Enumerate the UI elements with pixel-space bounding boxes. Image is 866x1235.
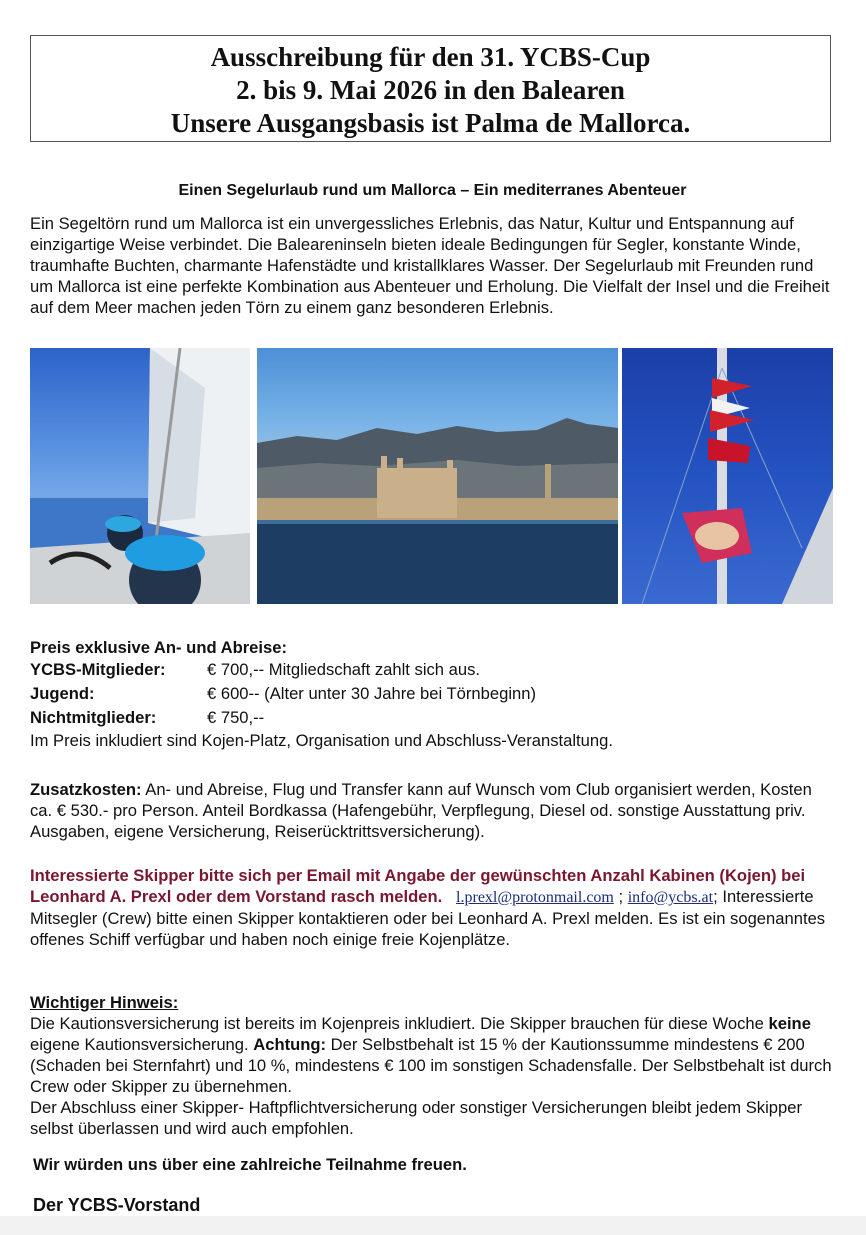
price-value: € 750,-- [207,708,265,727]
price-heading: Preis exklusive An- und Abreise: [30,638,287,657]
price-label: YCBS-Mitglieder: [30,660,166,679]
closing-line: Wir würden uns über eine zahlreiche Teilnahme freuen. [33,1155,467,1174]
price-row-nonmembers [30,706,836,730]
sailboat-illustration [30,348,250,604]
notice-emphasis: Achtung: [253,1035,327,1054]
photo-mast-flags [622,348,833,604]
notice-text-part: Der Selbstbehalt ist 15 % der Kautionssumme mindestens € 200 (Schaden bei Sternfahrt) und 10 %, mindestens € 100 im sonstigen Schadensfalle. Der Selbstbehalt ist durch Crew oder Skipper zu übernehmen. [30,1035,832,1096]
signature: Der YCBS-Vorstand [33,1195,201,1215]
notice-section [30,992,836,1139]
email-link-info[interactable]: info@ycbs.at [627,889,714,906]
price-row-members [30,658,836,682]
notice-liability: Der Abschluss einer Skipper- Haftpflichtversicherung oder sonstiger Versicherungen bleibt jedem Skipper selbst überlassen und wird auch empfohlen. [30,1098,803,1138]
palma-illustration [257,348,618,604]
title-line-1: Ausschreibung für den 31. YCBS-Cup [210,42,651,72]
notice-emphasis: keine [768,1014,811,1033]
price-label: Nichtmitglieder: [30,708,157,727]
extra-costs-text: An- und Abreise, Flug und Transfer kann auf Wunsch vom Club organisiert werden, Kosten ca. € 530.- pro Person. Anteil Bordkassa (Hafengebühr, Verpflegung, Diesel od. sonstige Ausstattung priv. Ausgaben, eigene Versicherung, Reiserücktrittsversicherung). [30,780,812,841]
mast-flags-illustration [622,348,833,604]
price-included: Im Preis inkludiert sind Kojen-Platz, Organisation und Abschluss-Veranstaltung. [30,731,613,750]
title-box [30,35,831,142]
title-line-2: 2. bis 9. Mai 2026 in den Balearen [236,75,625,105]
notice-text-part: Die Kautionsversicherung ist bereits im Kojenpreis inkludiert. Die Skipper brauchen für diese Woche [30,1014,769,1033]
title-line-3: Unsere Ausgangsbasis ist Palma de Mallorca. [170,108,691,138]
contact-section [30,865,836,950]
email-link-prexl[interactable]: l.prexl@protonmail.com [456,889,614,906]
notice-heading: Wichtiger Hinweis: [30,993,179,1012]
notice-text-part: eigene Kautionsversicherung. [30,1035,254,1054]
price-section [30,638,836,752]
price-row-youth [30,682,836,706]
contact-rest: ; Interessierte Mitsegler (Crew) bitte einen Skipper kontaktieren oder bei Leonhard A. Prexl melden. Es ist ein sogenanntes offenes Schiff verfügbar und haben noch einige freie Kojenplätze. [30,887,826,949]
intro-paragraph: Ein Segeltörn rund um Mallorca ist ein unvergessliches Erlebnis, das Natur, Kultur und Entspannung auf einzigartige Weise verbindet. Die Baleareninseln bieten ideale Bedingungen für Segler, konstante Winde, traumhafte Buchten, charmante Hafenstädte und kristallklares Wasser. Der Segelurlaub mit Freunden rund um Mallorca ist eine perfekte Kombination aus Abenteuer und Erholung. Die Vielfalt der Insel und die Freiheit auf dem Meer machen jeden Törn zu einem ganz besonderen Erlebnis. [30,214,830,317]
price-value: € 600-- (Alter unter 30 Jahre bei Törnbeginn) [207,684,536,703]
photo-palma-cathedral [257,348,618,604]
subtitle: Einen Segelurlaub rund um Mallorca – Ein mediterranes Abenteuer [178,182,687,199]
extra-costs [30,779,836,842]
price-value: € 700,-- Mitgliedschaft zahlt sich aus. [207,660,481,679]
page-footer-bar [0,1216,866,1235]
extra-costs-label: Zusatzkosten: [30,780,142,799]
price-label: Jugend: [30,684,95,703]
contact-highlight: Interessierte Skipper bitte sich per Email mit Angabe der gewünschten Anzahl Kabinen (Kojen) bei Leonhard A. Prexl oder dem Vorstand rasch melden. [30,866,806,906]
email-separator: ; [613,887,624,906]
notice-text [30,1013,836,1097]
photo-sailboat [30,348,250,604]
